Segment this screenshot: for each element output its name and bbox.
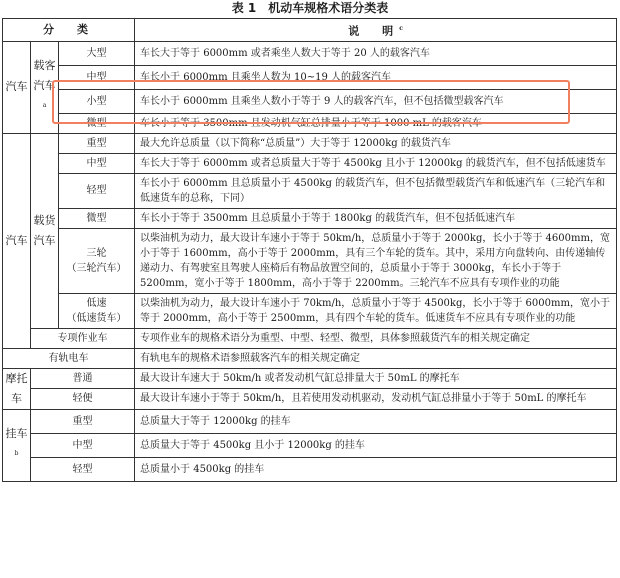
- row-description: 最大允许总质量（以下简称“总质量”）大于等于 12000kg 的载货汽车: [135, 133, 617, 153]
- row-description: 车长大于等于 6000mm 或者总质量大于等于 4500kg 且小于 12000kg 的载货汽车，但不包括低速货车: [135, 153, 617, 173]
- row-description: 以柴油机为动力，最大设计车速小于等于 50km/h，总质量小于等于 2000kg，长小于等于 4600mm，宽小于等于 1600mm，高小于等于 2000mm，具有三个车轮的货车。其中，采用方向盘转向、由传递轴传递动力、有驾驶室且驾驶人座椅后有物品放置空间的，总质量小于等于 3000kg，车长小于等于 5200mm，宽小于等于 1800mm，高小于等于 2200mm。三轮汽车不应具有专项作业的功能: [135, 228, 617, 293]
- header-description-note: c: [399, 25, 403, 32]
- row-label: 重型: [59, 133, 135, 153]
- row-description: 车长小于 6000mm 且乘坐人数为 10~19 人的载客汽车: [135, 65, 617, 89]
- group-passenger-note: a: [42, 101, 47, 109]
- row-label: 微型: [59, 208, 135, 228]
- row-label: 有轨电车: [3, 348, 135, 368]
- group-passenger-inner-label: 载客汽车: [33, 58, 56, 92]
- row-description: 最大设计车速小于等于 50km/h，且若使用发动机驱动，发动机气缸总排量小于等于 50mL 的摩托车: [135, 389, 617, 410]
- table-row: [3, 328, 617, 348]
- row-label-main: 三轮: [86, 247, 107, 259]
- group-trailer: [3, 409, 31, 481]
- row-description: 总质量大于等于 12000kg 的挂车: [135, 409, 617, 433]
- table-row: [3, 89, 617, 113]
- row-description: 最大设计车速大于 50km/h 或者发动机气缸总排量大于 50mL 的摩托车: [135, 368, 617, 389]
- table-header-row: [3, 19, 617, 42]
- table-row: [3, 113, 617, 133]
- row-label: 重型: [31, 409, 135, 433]
- row-label: 轻型: [59, 173, 135, 208]
- table-row: [3, 228, 617, 293]
- table-row: [3, 133, 617, 153]
- row-description: 车长小于 6000mm 且乘坐人数小于等于 9 人的载客汽车，但不包括微型载客汽车: [135, 89, 617, 113]
- table-row: [3, 153, 617, 173]
- group-passenger-outer: 汽车: [3, 41, 31, 133]
- row-label: 大型: [59, 41, 135, 65]
- group-truck-inner: 载货汽车: [31, 133, 59, 328]
- row-description: 车长大于等于 6000mm 或者乘坐人数大于等于 20 人的载客汽车: [135, 41, 617, 65]
- header-description-label: 说 明: [348, 24, 400, 38]
- group-truck-outer: 汽车: [3, 133, 31, 348]
- table-row: [3, 348, 617, 368]
- row-description: 专项作业车的规格术语分为重型、中型、轻型、微型，具体参照载货汽车的相关规定确定: [135, 328, 617, 348]
- row-description: 以柴油机为动力，最大设计车速小于 70km/h，总质量小于等于 4500kg，长小于等于 6000mm，宽小于等于 2000mm，高小于等于 2500mm，具有四个车轮的货车。低速货车不应具有专项作业的功能: [135, 293, 617, 328]
- row-label: 普通: [31, 368, 135, 389]
- table-row: [3, 208, 617, 228]
- row-description: 有轨电车的规格术语参照载客汽车的相关规定确定: [135, 348, 617, 368]
- row-label: 中型: [59, 65, 135, 89]
- row-label: 中型: [59, 153, 135, 173]
- group-trailer-label: 挂车: [5, 426, 28, 440]
- group-motorcycle: 摩托车: [3, 368, 31, 409]
- row-description: 总质量小于 4500kg 的挂车: [135, 457, 617, 481]
- table-row: [3, 389, 617, 410]
- row-label: 小型: [59, 89, 135, 113]
- row-label-sub: （低速货车）: [66, 312, 127, 324]
- table-title: 表 1 机动车规格术语分类表: [231, 1, 389, 15]
- row-label: 专项作业车: [31, 328, 135, 348]
- group-trailer-note: b: [14, 449, 19, 457]
- table-row: [3, 41, 617, 65]
- table-row: [3, 457, 617, 481]
- header-description: [135, 19, 617, 42]
- table-row: [3, 368, 617, 389]
- row-label: [59, 228, 135, 293]
- table-row: [3, 65, 617, 89]
- row-description: 车长小于等于 3500mm 且发动机气缸总排量小于等于 1000 mL 的载客汽车: [135, 113, 617, 133]
- group-passenger-inner: [31, 41, 59, 133]
- table-row: [3, 433, 617, 457]
- row-label-main: 低速: [86, 297, 107, 309]
- table-row: [3, 293, 617, 328]
- table-row: [3, 409, 617, 433]
- header-classification: 分 类: [3, 19, 135, 42]
- vehicle-classification-table: [2, 18, 617, 482]
- row-label: 中型: [31, 433, 135, 457]
- row-description: 车长小于 6000mm 且总质量小于 4500kg 的载货汽车，但不包括微型载货汽车和低速汽车（三轮汽车和低速货车的总称，下同）: [135, 173, 617, 208]
- row-label-sub: （三轮汽车）: [66, 262, 127, 274]
- row-label: 轻型: [31, 457, 135, 481]
- row-label: 微型: [59, 113, 135, 133]
- row-description: 总质量大于等于 4500kg 且小于 12000kg 的挂车: [135, 433, 617, 457]
- row-label: 轻便: [31, 389, 135, 410]
- row-label: [59, 293, 135, 328]
- row-description: 车长小于等于 3500mm 且总质量小于等于 1800kg 的载货汽车，但不包括低速汽车: [135, 208, 617, 228]
- table-row: [3, 173, 617, 208]
